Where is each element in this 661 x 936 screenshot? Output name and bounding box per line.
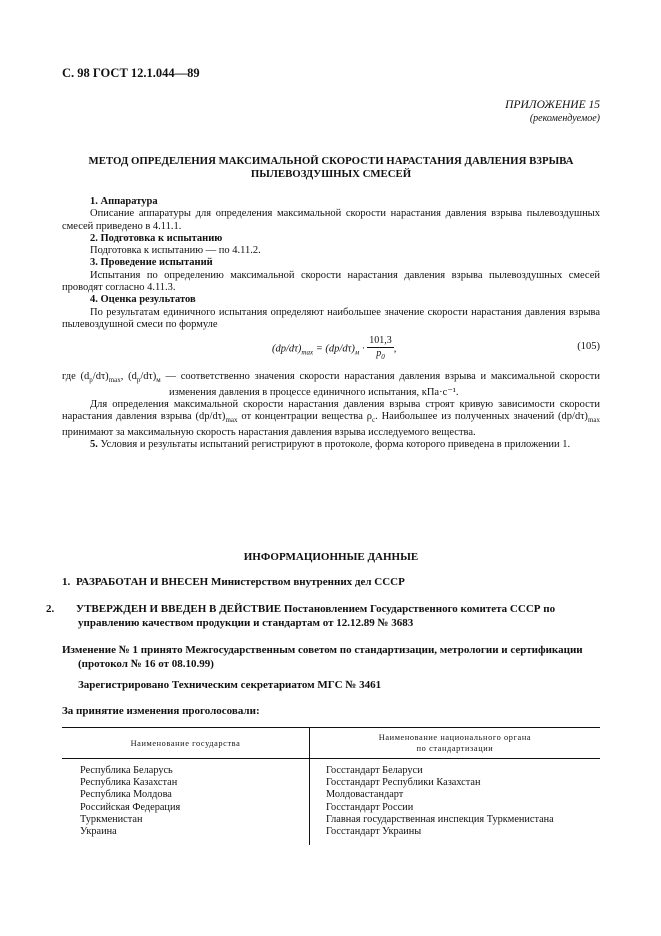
info-item-1-rest: Министерством внутренних дел СССР (208, 576, 405, 588)
column-header-body (309, 728, 600, 759)
protocol-text: Условия и результаты испытаний регистрируют в протоколе, форма которого приведена в приложении 1. (97, 438, 571, 450)
info-item-2 (46, 603, 616, 630)
title-line-2: ПЫЛЕВОЗДУШНЫХ СМЕСЕЙ (250, 168, 412, 180)
where-p1: p (89, 376, 93, 385)
column-header-state: Наименование государства (62, 728, 309, 759)
paragraph-apparatus: Описание аппаратуры для определения максимальной скорости нарастания давления взрыва пылевоздушных смесей приведено в 4.11.1. (62, 208, 600, 232)
info-item-2-rest: Постановлением Государственного комитета СССР по управлению качеством продукции и стандартам от 12.12.89 № 3683 (78, 603, 556, 629)
subsection-heading-apparatus: 1. Аппаратура (90, 196, 158, 207)
subsection-heading-tests: 3. Проведение испытаний (90, 257, 213, 269)
info-item-1-strong: РАЗРАБОТАН И ВНЕСЕН (76, 576, 209, 588)
curve-d: принимают за максимальную скорость нарастания давления взрыва исследуемого вещества. (62, 426, 476, 438)
curve-a-sub: max (225, 416, 238, 425)
where-m2: /dτ) (140, 371, 157, 383)
voting-table (62, 727, 600, 845)
formula-rhs-sub: м (354, 348, 360, 357)
formula-den-sub: 0 (381, 353, 385, 362)
info-item-1 (62, 576, 600, 590)
formula-eq: = (dp/dτ) (313, 343, 355, 355)
formula-numerator: 101,3 (369, 335, 392, 347)
curve-a: Для определения максимальной скорости нарастания давления взрыва строят кривую зависимости скорости нарастания давления взрыва (dp/dτ) (62, 398, 600, 423)
info-item-1-num: 1. (62, 576, 71, 588)
formula-lhs: (dp/dτ) (272, 343, 302, 355)
standards-body-name: Госстандарт Украины (325, 826, 422, 838)
appendix-label (505, 98, 600, 126)
formula-tail: , (393, 343, 397, 355)
page-header: С. 98 ГОСТ 12.1.044—89 (62, 66, 200, 80)
curve-c: . Наибольшее из полученных значений (dp/dτ) (375, 411, 588, 423)
title-line-1: МЕТОД ОПРЕДЕЛЕНИЯ МАКСИМАЛЬНОЙ СКОРОСТИ НАРАСТАНИЯ ДАВЛЕНИЯ ВЗРЫВА (88, 155, 574, 167)
paragraph-evaluation: По результатам единичного испытания определяют наибольшее значение скорости нарастания давления взрыва пылевоздушной смеси по формуле (62, 306, 600, 330)
info-item-2-strong: УТВЕРЖДЕН И ВВЕДЕН В ДЕЙСТВИЕ (76, 603, 282, 615)
info-data-title: ИНФОРМАЦИОННЫЕ ДАННЫЕ (243, 551, 419, 563)
formula-mul: · (359, 343, 368, 355)
voted-label: За принятие изменения проголосовали: (62, 705, 260, 717)
formula-fraction (367, 335, 394, 363)
formula-105 (62, 331, 600, 371)
curve-b: от концентрации вещества ρ (237, 411, 372, 423)
state-name: Республика Молдова (80, 789, 172, 801)
standards-body-name: Госстандарт Республики Казахстан (325, 777, 481, 789)
curve-b-sub: с (372, 416, 376, 425)
method-body (62, 196, 600, 451)
table-row (62, 759, 600, 846)
bodies-cell (309, 759, 600, 846)
state-name: Республика Казахстан (80, 777, 178, 789)
curve-c-sub: max (587, 416, 600, 425)
state-name: Республика Беларусь (80, 765, 173, 776)
paragraph-where (62, 371, 600, 399)
where-s1: max (108, 376, 121, 385)
column-header-body-line-2: по стандартизации (416, 744, 494, 753)
states-cell (62, 759, 309, 846)
subsection-heading-evaluation: 4. Оценка результатов (90, 294, 196, 306)
standards-body-name: Молдовастандарт (325, 789, 404, 801)
where-prefix: где (d (62, 371, 90, 383)
standards-body-name: Главная государственная инспекция Туркменистана (325, 813, 554, 825)
where-text: — соответственно значения скорости нарастания давления взрыва и максимальной скорости изменения давления в процессе единичного испытания, кПа·с⁻¹. (160, 371, 600, 398)
change-note: Изменение № 1 принято Межгосударственным советом по стандартизации, метрологии и сертификации (протокол № 16 от 08.10.99) (62, 644, 583, 670)
protocol-num: 5. (90, 438, 98, 450)
where-mid: , (d (120, 371, 137, 383)
formula-expression (272, 335, 396, 363)
appendix-number: ПРИЛОЖЕНИЕ 15 (505, 99, 600, 111)
standards-body-name: Госстандарт России (325, 801, 414, 813)
where-s2: м (156, 376, 161, 385)
formula-number: (105) (577, 341, 600, 353)
section-title (62, 155, 600, 181)
state-name: Туркменистан (80, 813, 143, 825)
appendix-note: (рекомендуемое) (529, 113, 600, 124)
paragraph-preparation: Подготовка к испытанию — по 4.11.2. (90, 245, 261, 257)
standards-body-name: Госстандарт Беларуси (325, 765, 423, 776)
where-p2: p (136, 376, 141, 385)
formula-den-symbol: p (376, 348, 382, 360)
table-header-row (62, 728, 600, 759)
paragraph-protocol (62, 439, 600, 451)
registration-note: Зарегистрировано Техническим секретариатом МГС № 3461 (78, 679, 382, 691)
where-m1: /dτ) (92, 371, 109, 383)
formula-lhs-sub: max (301, 348, 314, 357)
column-header-body-line-1: Наименование национального органа (378, 733, 532, 742)
paragraph-curve (62, 399, 600, 439)
formula-denominator (367, 348, 394, 363)
info-item-2-num: 2. (46, 603, 55, 615)
subsection-heading-preparation: 2. Подготовка к испытанию (90, 232, 223, 244)
state-name: Российская Федерация (80, 801, 181, 813)
state-name: Украина (80, 826, 117, 838)
paragraph-tests: Испытания по определению максимальной скорости нарастания давления взрыва пылевоздушных смесей проводят согласно 4.11.3. (62, 269, 600, 294)
